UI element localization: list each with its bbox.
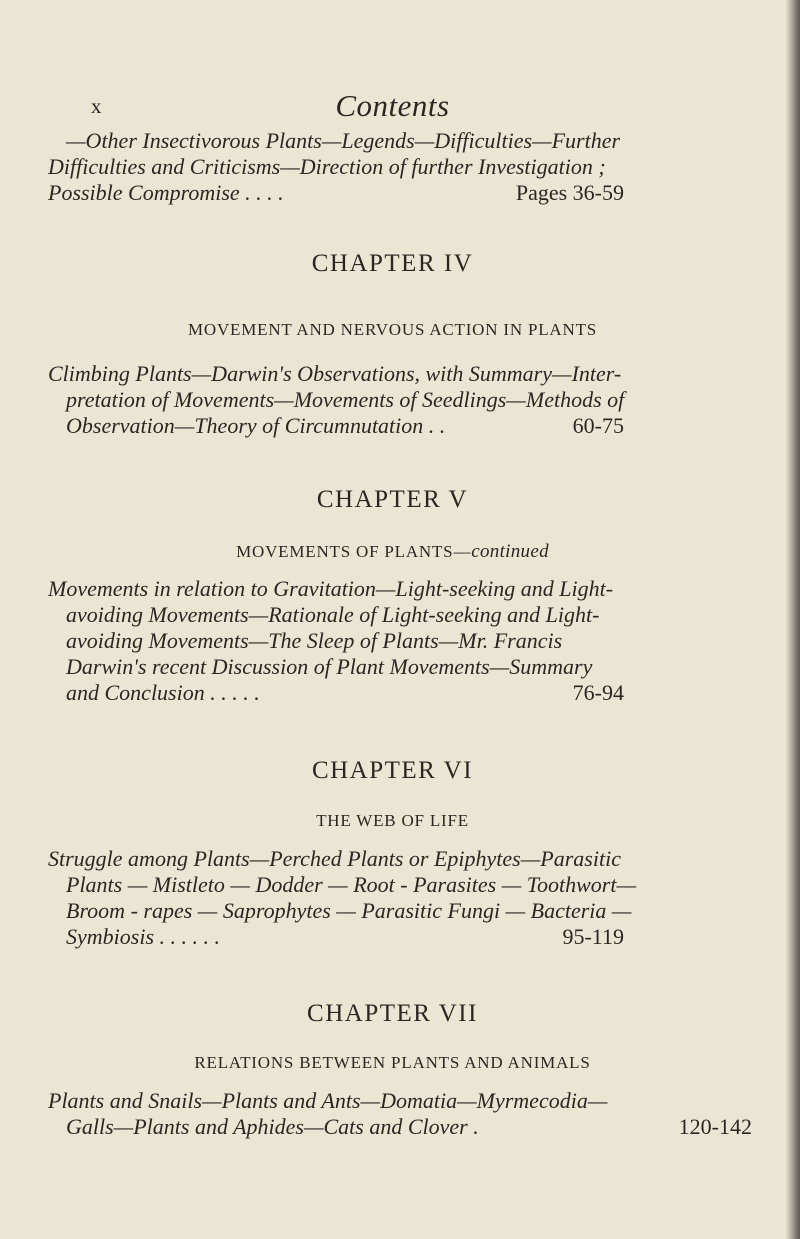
chapter-heading: CHAPTER IV — [311, 250, 474, 277]
toc-entry-chapter-vi — [48, 846, 752, 950]
page-range: Pages 36-59 — [515, 180, 624, 205]
entry-line: avoiding Movements—The Sleep of Plants—Mr. Francis — [66, 628, 563, 653]
entry-line: Broom - rapes — Saprophytes — Parasitic Fungi — Bacteria — — [66, 898, 632, 923]
page-edge-shadow — [786, 0, 800, 1239]
entry-line: Difficulties and Criticisms—Direction of further Investigation ; — [48, 154, 606, 179]
entry-line: avoiding Movements—Rationale of Light-seeking and Light- — [66, 602, 600, 627]
chapter-subtitle: THE WEB OF LIFE — [316, 811, 469, 830]
entry-line: pretation of Movements—Movements of Seedlings—Methods of — [66, 387, 625, 412]
chapter-subtitle-text: MOVEMENTS OF PLANTS— — [236, 542, 472, 561]
page-number: x — [91, 94, 103, 118]
page-range: 95-119 — [562, 924, 624, 949]
entry-line: Galls—Plants and Aphides—Cats and Clover . — [66, 1114, 479, 1139]
chapter-heading: CHAPTER V — [316, 486, 469, 513]
page-range: 60-75 — [572, 413, 624, 438]
chapter-heading: CHAPTER VII — [307, 1000, 478, 1027]
page-range: 76-94 — [572, 680, 624, 705]
chapter-subtitle: RELATIONS BETWEEN PLANTS AND ANIMALS — [194, 1053, 591, 1072]
chapter-subtitle — [0, 541, 785, 563]
entry-line: Plants — Mistleto — Dodder — Root - Parasites — Toothwort— — [66, 872, 637, 897]
entry-line: Struggle among Plants—Perched Plants or Epiphytes—Parasitic — [48, 846, 621, 871]
chapter-subtitle: MOVEMENT AND NERVOUS ACTION IN PLANTS — [187, 320, 598, 339]
entry-line: Darwin's recent Discussion of Plant Movements—Summary — [66, 654, 593, 679]
entry-line: Climbing Plants—Darwin's Observations, with Summary—Inter- — [48, 361, 622, 386]
entry-line: and Conclusion . . . . . — [66, 680, 260, 705]
chapter-subtitle-italic: continued — [471, 541, 549, 562]
page-range: 120-142 — [678, 1114, 752, 1139]
entry-line: —Other Insectivorous Plants—Legends—Difficulties—Further — [66, 128, 621, 153]
entry-line: Symbiosis . . . . . . — [66, 924, 220, 949]
toc-entry-chapter-iv — [48, 361, 752, 439]
page-header — [0, 88, 800, 128]
toc-entry-chapter-vii — [48, 1088, 752, 1140]
toc-entry-continuation — [48, 128, 752, 206]
running-title: Contents — [335, 88, 450, 123]
chapter-heading: CHAPTER VI — [311, 757, 474, 784]
toc-entry-chapter-v — [48, 576, 752, 706]
entry-line: Plants and Snails—Plants and Ants—Domatia—Myrmecodia— — [48, 1088, 608, 1113]
entry-line: Possible Compromise . . . . — [48, 180, 284, 205]
entry-line: Movements in relation to Gravitation—Light-seeking and Light- — [48, 576, 614, 601]
entry-line: Observation—Theory of Circumnutation . . — [66, 413, 446, 438]
